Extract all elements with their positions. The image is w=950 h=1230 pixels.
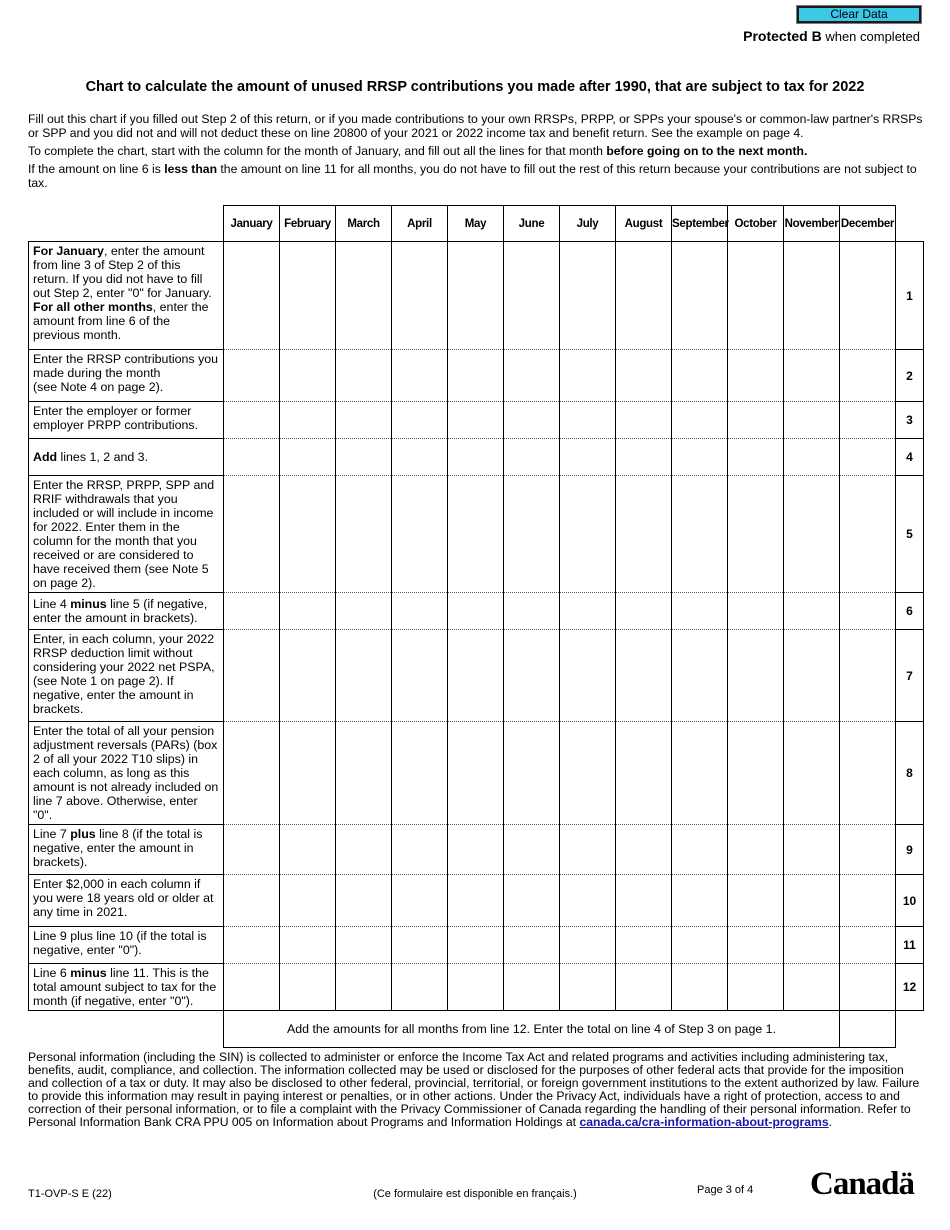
chart-row-line-11 [29,927,924,964]
line-2-august-field[interactable] [616,350,672,402]
line-11-may-field[interactable] [448,927,504,964]
line-8-december-field[interactable] [840,722,896,825]
line-9-march-field[interactable] [336,825,392,875]
line-7-may-field[interactable] [448,630,504,722]
line-5-november-field[interactable] [784,476,840,593]
line-6-november-field[interactable] [784,593,840,630]
rrsp-chart-table [28,205,924,1048]
line-6-october-field[interactable] [728,593,784,630]
line-2-september-field[interactable] [672,350,728,402]
intro-paragraph-2: To complete the chart, start with the column for the month of January, and fill out all the lines for that month before going on to the next month. [28,144,808,158]
line-11-march-field[interactable] [336,927,392,964]
line-10-april-field[interactable] [392,875,448,927]
line-9-june-field[interactable] [504,825,560,875]
month-header-may: May [448,206,504,242]
line-4-february-field[interactable] [280,439,336,476]
line-8-march-field[interactable] [336,722,392,825]
line-10-march-field[interactable] [336,875,392,927]
line-1-october-field[interactable] [728,242,784,350]
line-number-1: 1 [896,242,924,350]
line-6-march-field[interactable] [336,593,392,630]
line-7-description: Enter, in each column, your 2022 RRSP deduction limit without considering your 2022 net PSPA, (see Note 1 on page 2). If negative, enter the amount in brackets. [29,630,224,722]
line-4-april-field[interactable] [392,439,448,476]
line-3-september-field[interactable] [672,402,728,439]
line-6-description: Line 4 minus line 5 (if negative, enter the amount in brackets). [29,593,224,630]
line-number-9: 9 [896,825,924,875]
line-11-april-field[interactable] [392,927,448,964]
line-9-august-field[interactable] [616,825,672,875]
line-3-february-field[interactable] [280,402,336,439]
line-1-april-field[interactable] [392,242,448,350]
line-2-june-field[interactable] [504,350,560,402]
line-3-may-field[interactable] [448,402,504,439]
line-1-june-field[interactable] [504,242,560,350]
protected-b-label [743,28,920,44]
line-number-12: 12 [896,964,924,1011]
month-header-row [29,206,924,242]
line-1-description: For January, enter the amount from line 3 of Step 2 of this return. If you did not have to fill out Step 2, enter "0" for January. For all other months, enter the amount from line 6 of the previous month. [29,242,224,350]
line-7-august-field[interactable] [616,630,672,722]
page-number: Page 3 of 4 [697,1184,754,1196]
line-3-december-field[interactable] [840,402,896,439]
canada-wordmark: Canadä [810,1166,915,1202]
line-11-august-field[interactable] [616,927,672,964]
line-7-march-field[interactable] [336,630,392,722]
chart-row-line-12 [29,964,924,1011]
line-4-description: Add lines 1, 2 and 3. [29,439,224,476]
line-9-february-field[interactable] [280,825,336,875]
line-6-december-field[interactable] [840,593,896,630]
line-7-january-field[interactable] [224,630,280,722]
chart-row-line-3 [29,402,924,439]
line-9-november-field[interactable] [784,825,840,875]
line-2-november-field[interactable] [784,350,840,402]
line-5-description: Enter the RRSP, PRPP, SPP and RRIF withdrawals that you included or will include in income for 2022. Enter them in the column for the month that you received or are considered to have received them (see Note 5 on page 2). [29,476,224,593]
line-10-description: Enter $2,000 in each column if you were 18 years old or older at any time in 2021. [29,875,224,927]
intro-paragraph-3: If the amount on line 6 is less than the amount on line 11 for all months, you do not have to fill out the rest of this return because your contributions are not subject to tax. [28,162,917,190]
line-6-february-field[interactable] [280,593,336,630]
line-3-july-field[interactable] [560,402,616,439]
line-6-may-field[interactable] [448,593,504,630]
month-header-march: March [336,206,392,242]
chart-row-line-6 [29,593,924,630]
line-9-january-field[interactable] [224,825,280,875]
line-11-february-field[interactable] [280,927,336,964]
line-10-august-field[interactable] [616,875,672,927]
line-6-august-field[interactable] [616,593,672,630]
line-8-june-field[interactable] [504,722,560,825]
chart-row-line-7 [29,630,924,722]
line-1-march-field[interactable] [336,242,392,350]
line-11-july-field[interactable] [560,927,616,964]
line-7-april-field[interactable] [392,630,448,722]
chart-row-line-9 [29,825,924,875]
line-1-july-field[interactable] [560,242,616,350]
line-10-may-field[interactable] [448,875,504,927]
line-12-total-field[interactable] [840,1011,896,1048]
month-header-december: December [840,206,896,242]
line-10-july-field[interactable] [560,875,616,927]
line-6-april-field[interactable] [392,593,448,630]
line-12-may-field[interactable] [448,964,504,1011]
line-1-december-field[interactable] [840,242,896,350]
line-10-october-field[interactable] [728,875,784,927]
intro-paragraph-1: Fill out this chart if you filled out Step 2 of this return, or if you made contributions to your own RRSPs, PRPP, or SPPs your spouse's or common-law partner's RRSPs or SPP and you did not and will not deduct these on line 20800 of your 2021 or 2022 income tax and benefit return. See the example on page 4. [28,112,923,140]
month-header-august: August [616,206,672,242]
total-row [29,1011,924,1048]
form-number: T1-OVP-S E (22) [28,1188,112,1200]
line-2-may-field[interactable] [448,350,504,402]
line-3-january-field[interactable] [224,402,280,439]
line-2-february-field[interactable] [280,350,336,402]
protected-b-bold: Protected B [743,28,822,44]
french-availability-note: (Ce formulaire est disponible en français.) [373,1188,577,1200]
total-instruction: Add the amounts for all months from line 12. Enter the total on line 4 of Step 3 on page 1. [224,1011,840,1048]
line-number-11: 11 [896,927,924,964]
line-12-february-field[interactable] [280,964,336,1011]
month-header-november: November [784,206,840,242]
line-5-april-field[interactable] [392,476,448,593]
line-8-may-field[interactable] [448,722,504,825]
line-9-september-field[interactable] [672,825,728,875]
line-5-august-field[interactable] [616,476,672,593]
line-5-december-field[interactable] [840,476,896,593]
chart-row-line-4 [29,439,924,476]
line-number-10: 10 [896,875,924,927]
line-5-september-field[interactable] [672,476,728,593]
line-8-february-field[interactable] [280,722,336,825]
chart-row-line-5 [29,476,924,593]
line-11-january-field[interactable] [224,927,280,964]
line-5-october-field[interactable] [728,476,784,593]
line-number-2: 2 [896,350,924,402]
line-8-september-field[interactable] [672,722,728,825]
month-header-june: June [504,206,560,242]
chart-row-line-2 [29,350,924,402]
line-5-july-field[interactable] [560,476,616,593]
line-11-december-field[interactable] [840,927,896,964]
line-9-october-field[interactable] [728,825,784,875]
line-3-november-field[interactable] [784,402,840,439]
line-4-october-field[interactable] [728,439,784,476]
line-9-may-field[interactable] [448,825,504,875]
line-10-june-field[interactable] [504,875,560,927]
line-1-november-field[interactable] [784,242,840,350]
total-row-blank [29,1011,224,1048]
line-9-december-field[interactable] [840,825,896,875]
line-6-september-field[interactable] [672,593,728,630]
line-9-july-field[interactable] [560,825,616,875]
line-5-june-field[interactable] [504,476,560,593]
line-1-january-field[interactable] [224,242,280,350]
line-6-june-field[interactable] [504,593,560,630]
header-blank [29,206,224,242]
line-number-header [896,206,924,242]
line-4-december-field[interactable] [840,439,896,476]
month-header-february: February [280,206,336,242]
line-12-september-field[interactable] [672,964,728,1011]
line-8-october-field[interactable] [728,722,784,825]
line-9-description: Line 7 plus line 8 (if the total is negative, enter the amount in brackets). [29,825,224,875]
line-1-august-field[interactable] [616,242,672,350]
chart-title: Chart to calculate the amount of unused RRSP contributions you made after 1990, that are subject to tax for 2022 [85,79,865,95]
line-12-june-field[interactable] [504,964,560,1011]
line-10-september-field[interactable] [672,875,728,927]
line-1-may-field[interactable] [448,242,504,350]
line-4-may-field[interactable] [448,439,504,476]
line-1-february-field[interactable] [280,242,336,350]
line-3-october-field[interactable] [728,402,784,439]
line-5-may-field[interactable] [448,476,504,593]
line-10-november-field[interactable] [784,875,840,927]
line-7-september-field[interactable] [672,630,728,722]
protected-b-rest: when completed [821,29,920,44]
line-10-january-field[interactable] [224,875,280,927]
privacy-notice: Personal information (including the SIN) is collected to administer or enforce the Income Tax Act and related programs and activities including administering tax, benefits, audit, compliance, and collection. The information collected may be used or disclosed for the purposes of other federal acts that provide for the imposition and collection of a tax or duty. It may also be disclosed to other federal, provincial, territorial, or foreign government institutions to the extent authorized by law. Failure to provide this information may result in paying interest or penalties, or in other actions. Under the Privacy Act, individuals have a right of protection, access to and correction of their personal information, or to file a complaint with the Privacy Commissioner of Canada regarding the handling of their personal information. Refer to Personal Information Bank CRA PPU 005 on Information about Programs and Information Holdings at canada.ca/cra-information-about-programs. [28,1050,920,1129]
line-11-september-field[interactable] [672,927,728,964]
line-12-january-field[interactable] [224,964,280,1011]
line-11-november-field[interactable] [784,927,840,964]
line-7-november-field[interactable] [784,630,840,722]
line-12-march-field[interactable] [336,964,392,1011]
line-2-october-field[interactable] [728,350,784,402]
chart-row-line-8 [29,722,924,825]
line-7-february-field[interactable] [280,630,336,722]
line-number-6: 6 [896,593,924,630]
line-4-september-field[interactable] [672,439,728,476]
line-10-february-field[interactable] [280,875,336,927]
line-3-march-field[interactable] [336,402,392,439]
line-2-january-field[interactable] [224,350,280,402]
line-number-4: 4 [896,439,924,476]
line-3-description: Enter the employer or former employer PRPP contributions. [29,402,224,439]
line-9-april-field[interactable] [392,825,448,875]
line-4-january-field[interactable] [224,439,280,476]
line-4-november-field[interactable] [784,439,840,476]
line-12-october-field[interactable] [728,964,784,1011]
chart-row-line-1 [29,242,924,350]
line-6-january-field[interactable] [224,593,280,630]
line-11-june-field[interactable] [504,927,560,964]
line-7-december-field[interactable] [840,630,896,722]
line-3-june-field[interactable] [504,402,560,439]
line-2-december-field[interactable] [840,350,896,402]
line-12-august-field[interactable] [616,964,672,1011]
line-8-august-field[interactable] [616,722,672,825]
line-3-august-field[interactable] [616,402,672,439]
line-1-september-field[interactable] [672,242,728,350]
line-2-april-field[interactable] [392,350,448,402]
line-3-april-field[interactable] [392,402,448,439]
line-8-january-field[interactable] [224,722,280,825]
line-11-description: Line 9 plus line 10 (if the total is negative, enter "0"). [29,927,224,964]
line-4-august-field[interactable] [616,439,672,476]
line-5-february-field[interactable] [280,476,336,593]
line-number-7: 7 [896,630,924,722]
month-header-july: July [560,206,616,242]
line-number-8: 8 [896,722,924,825]
line-4-march-field[interactable] [336,439,392,476]
line-7-june-field[interactable] [504,630,560,722]
line-number-3: 3 [896,402,924,439]
line-12-november-field[interactable] [784,964,840,1011]
line-8-july-field[interactable] [560,722,616,825]
line-12-description: Line 6 minus line 11. This is the total amount subject to tax for the month (if negative, enter "0"). [29,964,224,1011]
line-8-november-field[interactable] [784,722,840,825]
line-12-july-field[interactable] [560,964,616,1011]
line-6-july-field[interactable] [560,593,616,630]
month-header-october: October [728,206,784,242]
line-8-description: Enter the total of all your pension adjustment reversals (PARs) (box 2 of all your 2022 T10 slips) in each column, as long as this amount is not already included on line 7 above. Otherwise, enter "0". [29,722,224,825]
line-7-october-field[interactable] [728,630,784,722]
chart-row-line-10 [29,875,924,927]
line-12-april-field[interactable] [392,964,448,1011]
line-10-december-field[interactable] [840,875,896,927]
line-5-march-field[interactable] [336,476,392,593]
month-header-april: April [392,206,448,242]
total-row-end [896,1011,924,1048]
line-7-july-field[interactable] [560,630,616,722]
line-8-april-field[interactable] [392,722,448,825]
line-2-description: Enter the RRSP contributions you made during the month (see Note 4 on page 2). [29,350,224,402]
month-header-january: January [224,206,280,242]
line-4-june-field[interactable] [504,439,560,476]
line-5-january-field[interactable] [224,476,280,593]
privacy-link[interactable]: canada.ca/cra-information-about-programs [579,1115,829,1129]
clear-data-button[interactable]: Clear Data [797,6,921,23]
line-11-october-field[interactable] [728,927,784,964]
intro-text [28,112,924,194]
month-header-september: September [672,206,728,242]
line-number-5: 5 [896,476,924,593]
line-2-july-field[interactable] [560,350,616,402]
line-12-december-field[interactable] [840,964,896,1011]
line-4-july-field[interactable] [560,439,616,476]
line-2-march-field[interactable] [336,350,392,402]
